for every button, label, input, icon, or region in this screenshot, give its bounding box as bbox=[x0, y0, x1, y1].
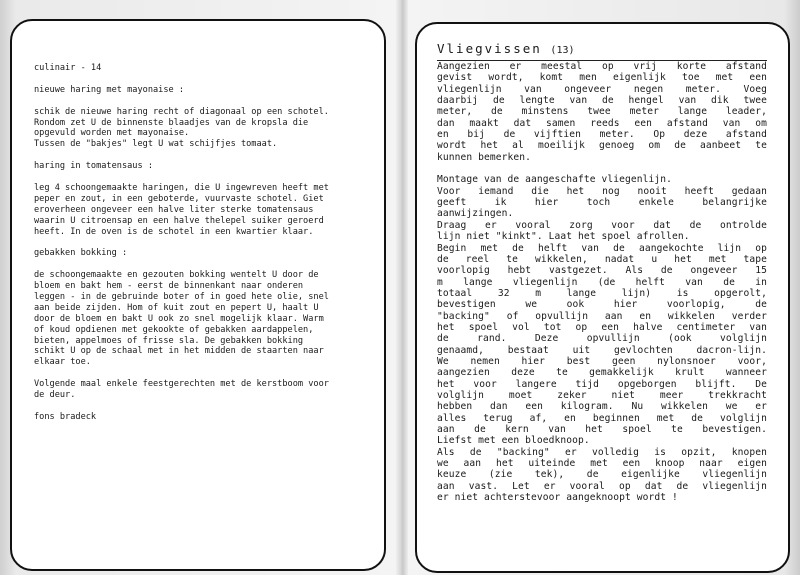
recipe-title-nieuwe-haring: nieuwe haring met mayonaise : bbox=[34, 84, 185, 95]
text-line: bieten, appelmoes of frisse sla. De gebakken bokking bbox=[34, 335, 304, 346]
section-title: Montage van de aangeschafte vliegenlijn. bbox=[437, 174, 673, 186]
recipe-body-haring-tomatensaus bbox=[34, 183, 376, 238]
text-line: elkaar toe. bbox=[34, 357, 91, 368]
text-line: schik de nieuwe haring recht of diagonaal op een schotel. bbox=[34, 106, 329, 117]
article-intro bbox=[437, 61, 778, 163]
text-line: dan maakt dat samen reeds een afstand van om bbox=[437, 117, 767, 129]
article-number: (13) bbox=[550, 45, 575, 56]
text-line: Tussen de "bakjes" legt U wat schijfjes tomaat. bbox=[34, 139, 278, 150]
text-line: vliegenlijn van ongeveer negen meter. Voeg bbox=[437, 83, 767, 95]
text-line: Rondom zet U de binnenste blaadjes van de kropsla die bbox=[34, 117, 309, 128]
text-line: gevist wordt, komt men eigenlijk toe met een bbox=[437, 72, 767, 84]
book-gutter bbox=[396, 0, 408, 575]
right-page-panel bbox=[415, 22, 790, 573]
text-line: en bij de vijftien meter. Op deze afstand bbox=[437, 129, 767, 141]
text-line: aan de kern van het spoel te bevestigen. bbox=[437, 424, 767, 435]
text-line: leg 4 schoongemaakte haringen, die U ingewreven heeft met bbox=[34, 182, 329, 193]
text-line: Als de "backing" er volledig is opzit, knopen bbox=[437, 446, 767, 458]
text-line: geeft ik hier toch enkele belangrijke bbox=[437, 197, 767, 209]
text-line: eroverheen ongeveer een halve liter sterke tomatensaus bbox=[34, 204, 314, 215]
text-line: Liefst met een bloedknoop. bbox=[437, 435, 590, 447]
text-line: We nemen hier best geen nylonsnoer voor, bbox=[437, 355, 767, 367]
recipe-title-haring-tomatensaus: haring in tomatensaus : bbox=[34, 161, 153, 172]
text-line: of koud opdienen met gekookte of gebakken aardappelen, bbox=[34, 324, 314, 335]
text-line: we aan het uiteinde met een knoop naar eigen bbox=[437, 458, 767, 470]
text-line: opgevuld worden met mayonaise. bbox=[34, 128, 190, 139]
text-line: peper en zout, in een geboterde, vuurvaste schotel. Giet bbox=[34, 193, 324, 204]
article-body bbox=[437, 186, 778, 504]
text-line: de rand. Deze opvullijn (ook volglijn bbox=[437, 333, 767, 345]
recipe-title-gebakken-bokking: gebakken bokking : bbox=[34, 248, 128, 259]
left-page-header: culinair - 14 bbox=[34, 63, 102, 73]
text-line: er niet achterstevoor aangeknoopt wordt ! bbox=[437, 492, 678, 504]
recipe-body-nieuwe-haring bbox=[34, 107, 376, 151]
article-title bbox=[437, 42, 778, 58]
text-line: de deur. bbox=[34, 390, 76, 401]
text-line: aan vast. Let er vooral op dat de vliegenlijn bbox=[437, 480, 767, 492]
text-line: totaal 32 m lange lijn) is opgerolt, bbox=[437, 287, 767, 299]
text-line: het voor langere tijd opgeborgen blijft. De bbox=[437, 378, 767, 390]
text-line: Aangezien er meestal op vrij korte afstand bbox=[437, 61, 767, 72]
text-line: hebben dan een kilogram. Nu wikkelen we er bbox=[437, 401, 767, 413]
text-line: heeft. In de oven is de schotel in een kwartier klaar. bbox=[34, 226, 314, 237]
left-page-panel bbox=[10, 19, 386, 571]
text-line: bloem en bakt hem - eerst de binnenkant naar onderen bbox=[34, 281, 304, 292]
text-line: aan beide zijden. Hom of kuit zout en pepert U, haalt U bbox=[34, 302, 319, 313]
text-line: m lange vliegenlijn (de helft van de in bbox=[437, 276, 767, 288]
text-line: alles terug af, en beginnen met de volglijn bbox=[437, 412, 767, 424]
text-line: aangezien deze te gemakkelijk krult wanneer bbox=[437, 367, 767, 379]
recipe-body-gebakken-bokking bbox=[34, 270, 376, 368]
text-line: genaamd, bestaat uit gevlochten dacron-lijn. bbox=[437, 344, 767, 356]
text-line: Draag er vooral zorg voor dat de ontrolde bbox=[437, 219, 767, 231]
text-line: aanwijzingen. bbox=[437, 208, 514, 220]
text-line: daarbij de lengte van de hengel van dik twee bbox=[437, 95, 767, 107]
text-line: lijn niet "kinkt". Laat het spoel afrollen. bbox=[437, 231, 690, 243]
text-line: Volgende maal enkele feestgerechten met de kerstboom voor bbox=[34, 379, 329, 390]
text-line: de reel te wikkelen, nadat u het met tape bbox=[437, 253, 767, 265]
text-line: door de bloem en bakt U ook zo snel mogelijk klaar. Warm bbox=[34, 313, 324, 324]
text-line: kunnen bemerken. bbox=[437, 151, 532, 163]
text-line: voorlopig hebt vastgezet. Als de ongeveer 15 bbox=[437, 265, 767, 277]
text-line: keuze (zie tek), de eigenlijke vliegenlijn bbox=[437, 469, 767, 481]
text-line: de schoongemaakte en gezouten bokking wentelt U door de bbox=[34, 270, 319, 281]
text-line: volglijn moet zeker niet meer trekkracht bbox=[437, 389, 767, 401]
title-text: Vliegvissen bbox=[437, 41, 542, 56]
text-line: wordt het al moeilijk genoeg om de aanbeet te bbox=[437, 140, 767, 152]
text-line: "backing" of opvullijn aan en wikkelen verder bbox=[437, 310, 767, 322]
text-line: Voor iemand die het nog nooit heeft gedaan bbox=[437, 185, 767, 197]
text-line: schikt U op de schaal met in het midden de staarten naar bbox=[34, 346, 324, 357]
text-line: Begin met de helft van de aangekochte lijn op bbox=[437, 242, 767, 254]
text-line: meter, de minstens twee meter lange leader, bbox=[437, 106, 767, 118]
closing-note bbox=[34, 379, 376, 401]
text-line: leggen - in de gebruinde boter of in goed hete olie, snel bbox=[34, 291, 329, 302]
text-line: bevestigen we ook hier voorlopig, de bbox=[437, 299, 767, 311]
text-line: het spoel vol tot op een halve centimeter van bbox=[437, 321, 767, 333]
author-signature: fons bradeck bbox=[34, 411, 97, 422]
text-line: waarin U citroensap en een halve thelepel suiker geroerd bbox=[34, 215, 324, 226]
